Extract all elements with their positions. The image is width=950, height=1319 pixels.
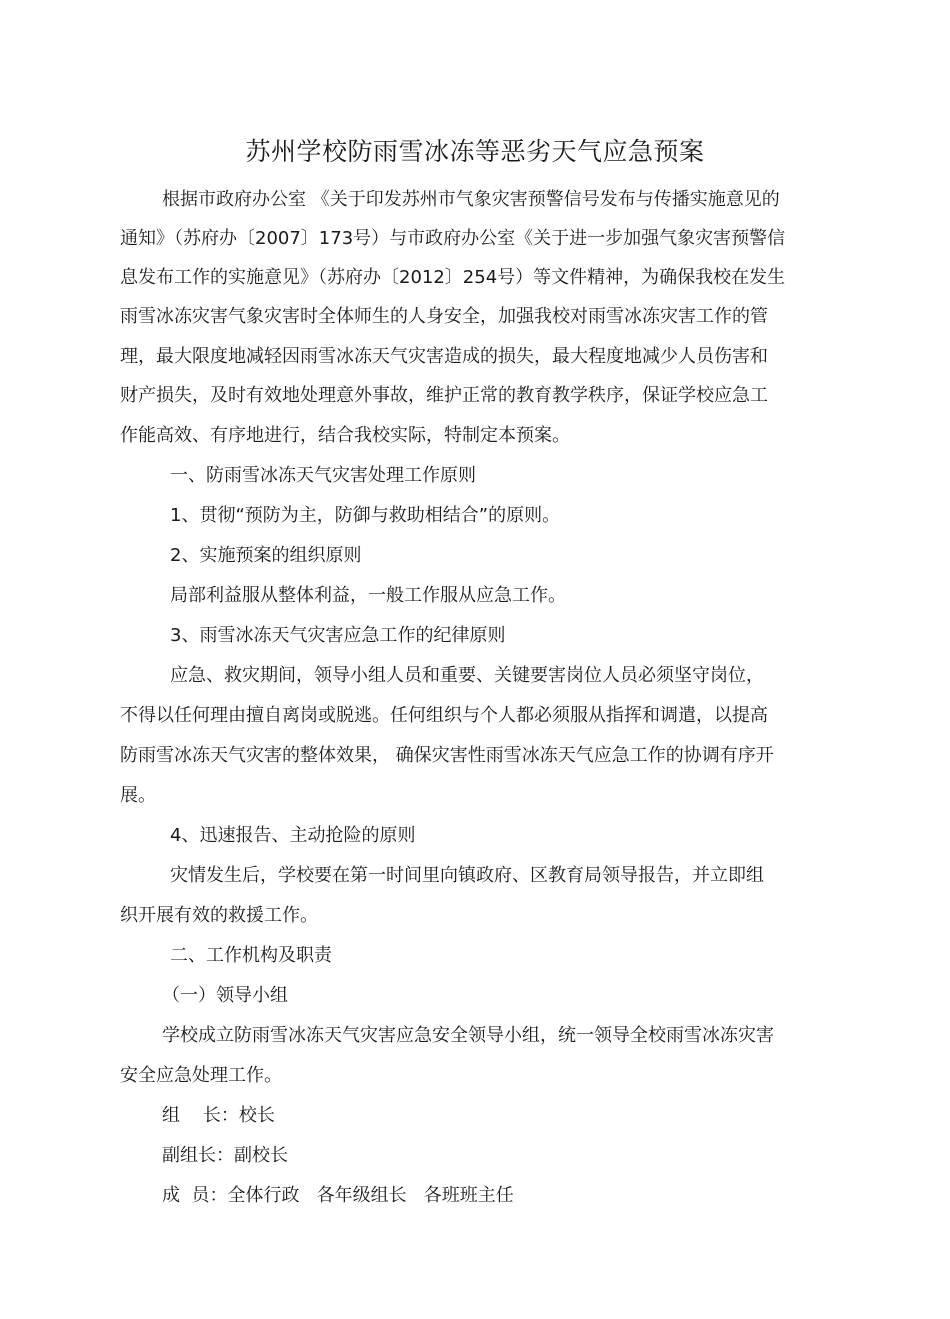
members-line: 成 员：全体行政 各年级组长 各班班主任 bbox=[162, 1185, 514, 1206]
intro-line-6: 财产损失，及时有效地处理意外事故，维护正常的教育教学秩序，保证学校应急工 bbox=[120, 385, 768, 406]
intro-line-4: 雨雪冰冻灾害气象灾害时全体师生的人身安全，加强我校对雨雪冰冻灾害工作的管 bbox=[120, 306, 768, 327]
intro-line-5: 理，最大限度地减轻因雨雪冰冻天气灾害造成的损失，最大程度地减少人员伤害和 bbox=[120, 346, 768, 367]
sub1-text-line-2: 安全应急处理工作。 bbox=[120, 1065, 282, 1086]
vice-leader-line: 副组长：副校长 bbox=[162, 1145, 288, 1166]
section2-heading: 二、工作机构及职责 bbox=[170, 945, 332, 966]
section1-heading: 一、防雨雪冰冻天气灾害处理工作原则 bbox=[170, 465, 476, 486]
sub1-text-line-1: 学校成立防雨雪冰冻天气灾害应急安全领导小组，统一领导全校雨雪冰冻灾害 bbox=[162, 1025, 774, 1046]
item3: 3、雨雪冰冻天气灾害应急工作的纪律原则 bbox=[170, 625, 506, 646]
item4: 4、迅速报告、主动抢险的原则 bbox=[170, 825, 416, 846]
intro-line-3: 息发布工作的实施意见》（苏府办〔2012〕254号）等文件精神，为确保我校在发生 bbox=[120, 267, 786, 288]
item3-text-line-3: 防雨雪冰冻天气灾害的整体效果， 确保灾害性雨雪冰冻天气应急工作的协调有序开 bbox=[120, 745, 774, 766]
item3-text-line-4: 展。 bbox=[120, 785, 156, 806]
item3-text-line-1: 应急、救灾期间，领导小组人员和重要、关键要害岗位人员必须坚守岗位， bbox=[170, 665, 764, 686]
item2: 2、实施预案的组织原则 bbox=[170, 545, 362, 566]
intro-line-1: 根据市政府办公室 《关于印发苏州市气象灾害预警信号发布与传播实施意见的 bbox=[162, 189, 780, 210]
sub1-heading: （一）领导小组 bbox=[162, 985, 288, 1006]
item2-text: 局部利益服从整体利益，一般工作服从应急工作。 bbox=[170, 585, 566, 606]
intro-line-2: 通知》（苏府办〔2007〕173号）与市政府办公室《关于进一步加强气象灾害预警信 bbox=[120, 228, 786, 249]
item3-text-line-2: 不得以任何理由擅自离岗或脱逃。任何组织与个人都必须服从指挥和调遣，以提高 bbox=[120, 705, 768, 726]
item1: 1、贯彻“预防为主，防御与救助相结合”的原则。 bbox=[170, 505, 561, 526]
intro-line-7: 作能高效、有序地进行，结合我校实际，特制定本预案。 bbox=[120, 425, 570, 446]
document-title: 苏州学校防雨雪冰冻等恶劣天气应急预案 bbox=[245, 137, 705, 166]
item4-text-line-1: 灾情发生后，学校要在第一时间里向镇政府、区教育局领导报告，并立即组 bbox=[170, 865, 764, 886]
leader-line: 组 长：校长 bbox=[162, 1105, 275, 1126]
item4-text-line-2: 织开展有效的救援工作。 bbox=[120, 905, 318, 926]
